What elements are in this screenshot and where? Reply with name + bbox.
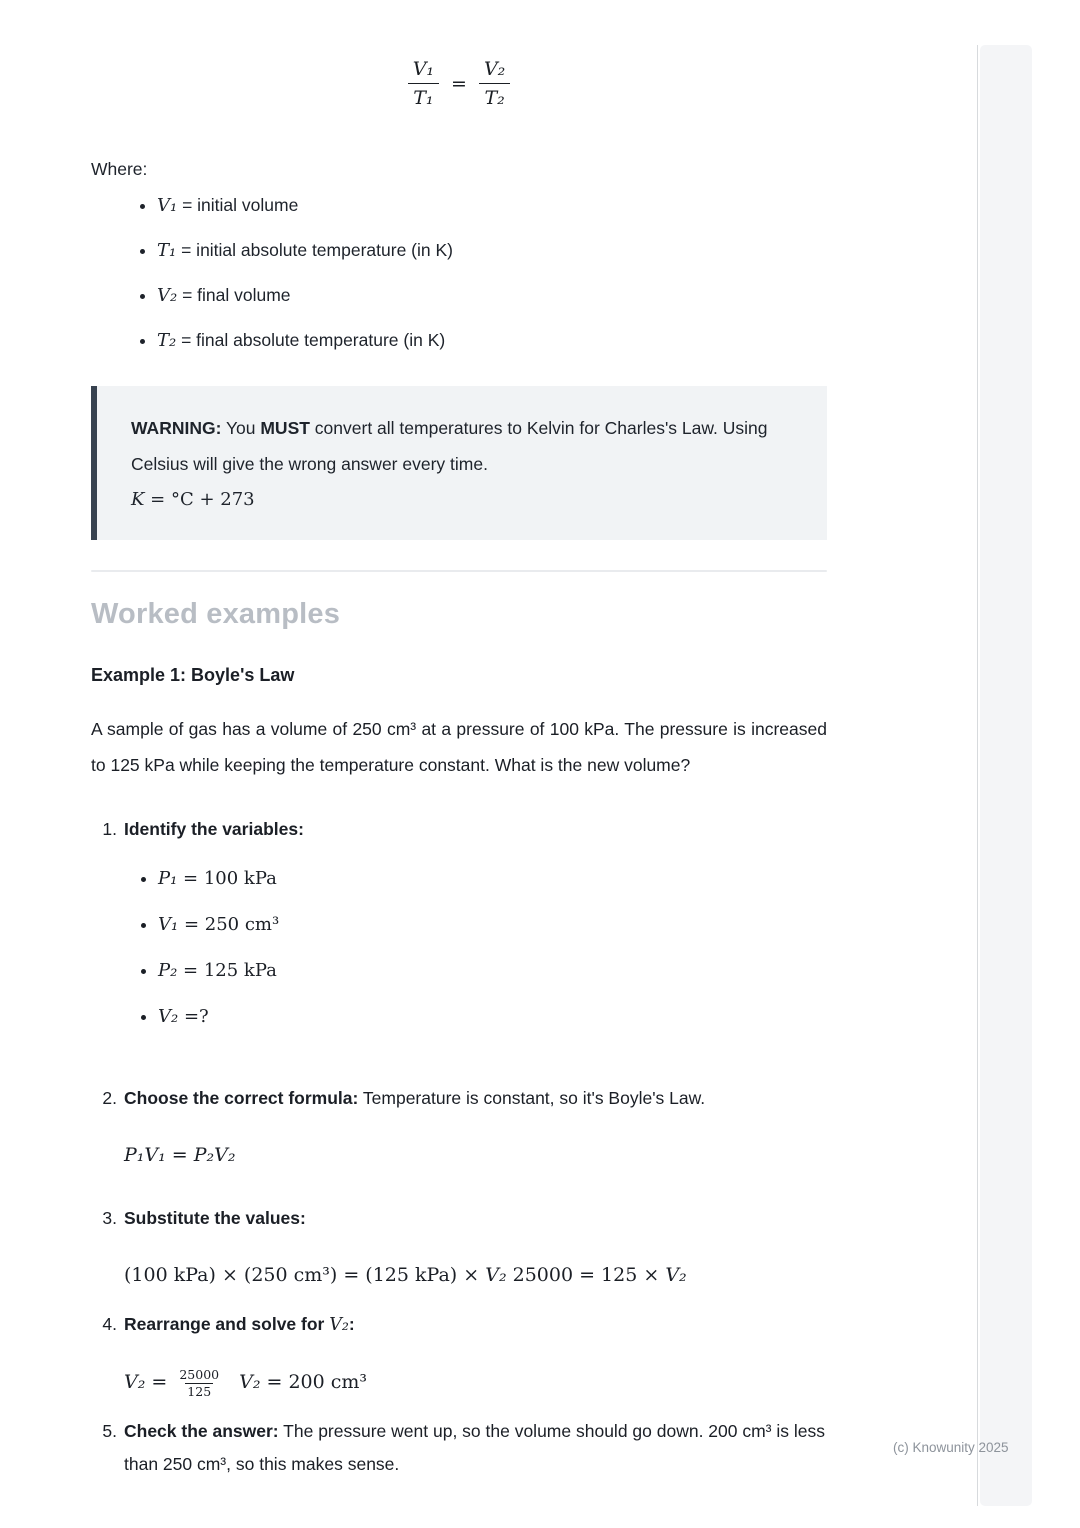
step-body bbox=[124, 1202, 827, 1292]
fraction-25000-125 bbox=[179, 1367, 219, 1399]
math-variable: V₁ bbox=[157, 195, 178, 216]
math-variable: T₂ bbox=[157, 330, 177, 351]
substitution-formula bbox=[124, 1259, 827, 1292]
warning-callout bbox=[91, 386, 827, 540]
list-item bbox=[158, 1006, 827, 1028]
step-number: 5. bbox=[102, 1421, 117, 1442]
step-body bbox=[124, 1415, 827, 1481]
variable-value: = 250 cm³ bbox=[178, 914, 280, 935]
list-item bbox=[157, 284, 827, 307]
step-title: Identify the variables: bbox=[124, 819, 304, 839]
warning-text-part: You bbox=[221, 418, 261, 438]
formula-text: (100 kPa) × (250 cm³) = (125 kPa) × bbox=[124, 1264, 486, 1286]
fraction-numerator: V₂ bbox=[483, 58, 506, 80]
math-variable: V₂ bbox=[485, 1264, 507, 1286]
step-number: 2. bbox=[102, 1088, 117, 1108]
list-item bbox=[158, 960, 827, 982]
step-title: Substitute the values: bbox=[124, 1208, 306, 1228]
math-variable: V₁ bbox=[158, 914, 179, 935]
step-text: The pressure went up, so the volume should go down. 200 cm³ is less than 250 cm³, so this makes sense. bbox=[124, 1421, 825, 1475]
math-variable: V₂ bbox=[124, 1371, 146, 1393]
solve-formula bbox=[124, 1366, 827, 1399]
step-5 bbox=[91, 1415, 827, 1481]
variable-definitions-list bbox=[91, 194, 827, 352]
boyles-law-formula bbox=[124, 1139, 827, 1172]
step-title: Choose the correct formula: bbox=[124, 1088, 359, 1108]
where-label: Where: bbox=[91, 159, 148, 179]
equals-sign: = bbox=[145, 1371, 174, 1393]
fraction-denominator: T₂ bbox=[479, 83, 509, 109]
section-heading: Worked examples bbox=[91, 598, 341, 630]
formula-text: 25000 = 125 × bbox=[506, 1264, 666, 1286]
step-3 bbox=[91, 1202, 827, 1292]
equals-sign: = bbox=[260, 1371, 289, 1393]
document-content bbox=[91, 0, 827, 1481]
fraction-numerator: V₁ bbox=[412, 58, 435, 80]
step-title: Rearrange and solve for bbox=[124, 1314, 330, 1334]
step-number: 3. bbox=[102, 1208, 117, 1228]
step-body bbox=[124, 813, 827, 1052]
fraction-numerator: 25000 bbox=[179, 1366, 220, 1382]
solution-steps bbox=[91, 813, 827, 1481]
fraction-denominator: 125 bbox=[187, 1383, 212, 1399]
list-item bbox=[157, 329, 827, 352]
section-divider bbox=[91, 570, 827, 572]
kelvin-conversion-formula bbox=[131, 482, 797, 518]
scrollbar-thumb[interactable] bbox=[980, 45, 1032, 1506]
math-variable: P₂ bbox=[158, 960, 178, 981]
step-body bbox=[124, 1082, 827, 1172]
step-title-colon: : bbox=[348, 1314, 355, 1334]
step-body bbox=[124, 1308, 827, 1399]
equals-sign: = bbox=[165, 1144, 194, 1166]
math-variable: V₂ bbox=[157, 285, 178, 306]
fraction-v1-t1 bbox=[408, 58, 439, 109]
formula-lhs: P₁V₁ bbox=[124, 1144, 166, 1166]
definition-text: = final volume bbox=[177, 285, 291, 305]
step-number: 1. bbox=[102, 819, 117, 839]
step-text: Temperature is constant, so it's Boyle's Law. bbox=[358, 1088, 706, 1108]
math-variable: V₂ bbox=[239, 1371, 261, 1393]
math-variable: T₁ bbox=[157, 240, 177, 261]
formula-result: 200 cm³ bbox=[288, 1371, 368, 1393]
step-1 bbox=[91, 813, 827, 1052]
math-variable: K bbox=[131, 489, 145, 510]
warning-text bbox=[131, 410, 797, 482]
step-4 bbox=[91, 1308, 827, 1399]
variables-list bbox=[124, 868, 827, 1028]
list-item bbox=[157, 239, 827, 262]
warning-label: WARNING: bbox=[131, 418, 222, 438]
fraction-v2-t2 bbox=[479, 58, 510, 109]
definition-text: = initial volume bbox=[177, 195, 299, 215]
problem-statement: A sample of gas has a volume of 250 cm³ at a pressure of 100 kPa. The pressure is increased to 125 kPa while keeping the temperature constant. What is the new volume? bbox=[91, 719, 827, 775]
variable-value: = 100 kPa bbox=[177, 868, 277, 889]
equals-sign: = bbox=[451, 72, 467, 95]
step-title: Check the answer: bbox=[124, 1421, 279, 1442]
charles-law-equation bbox=[91, 58, 827, 109]
warning-text-part: convert all temperatures to Kelvin for Charles's Law. Using Celsius will give the wrong answer every time. bbox=[131, 418, 768, 474]
variable-value: =? bbox=[178, 1006, 209, 1027]
definition-text: = final absolute temperature (in K) bbox=[176, 330, 446, 350]
definition-text: = initial absolute temperature (in K) bbox=[176, 240, 453, 260]
variable-value: = 125 kPa bbox=[177, 960, 277, 981]
list-item bbox=[158, 914, 827, 936]
copyright-footer: (c) Knowunity 2025 bbox=[893, 1440, 1009, 1455]
math-variable: V₂ bbox=[329, 1315, 349, 1335]
fraction-denominator: T₁ bbox=[408, 83, 438, 109]
math-variable: V₂ bbox=[665, 1264, 687, 1286]
formula-text: = °C + 273 bbox=[144, 489, 255, 510]
math-variable: P₁ bbox=[158, 868, 178, 889]
page-edge-divider bbox=[977, 45, 978, 1506]
formula-rhs: P₂V₂ bbox=[193, 1144, 236, 1166]
list-item bbox=[158, 868, 827, 890]
warning-emphasis: MUST bbox=[260, 418, 310, 438]
scrollbar-track[interactable] bbox=[980, 45, 1032, 1506]
step-number: 4. bbox=[102, 1314, 117, 1334]
step-2 bbox=[91, 1082, 827, 1172]
math-variable: V₂ bbox=[158, 1006, 179, 1027]
list-item bbox=[157, 194, 827, 217]
example-title: Example 1: Boyle's Law bbox=[91, 665, 295, 685]
